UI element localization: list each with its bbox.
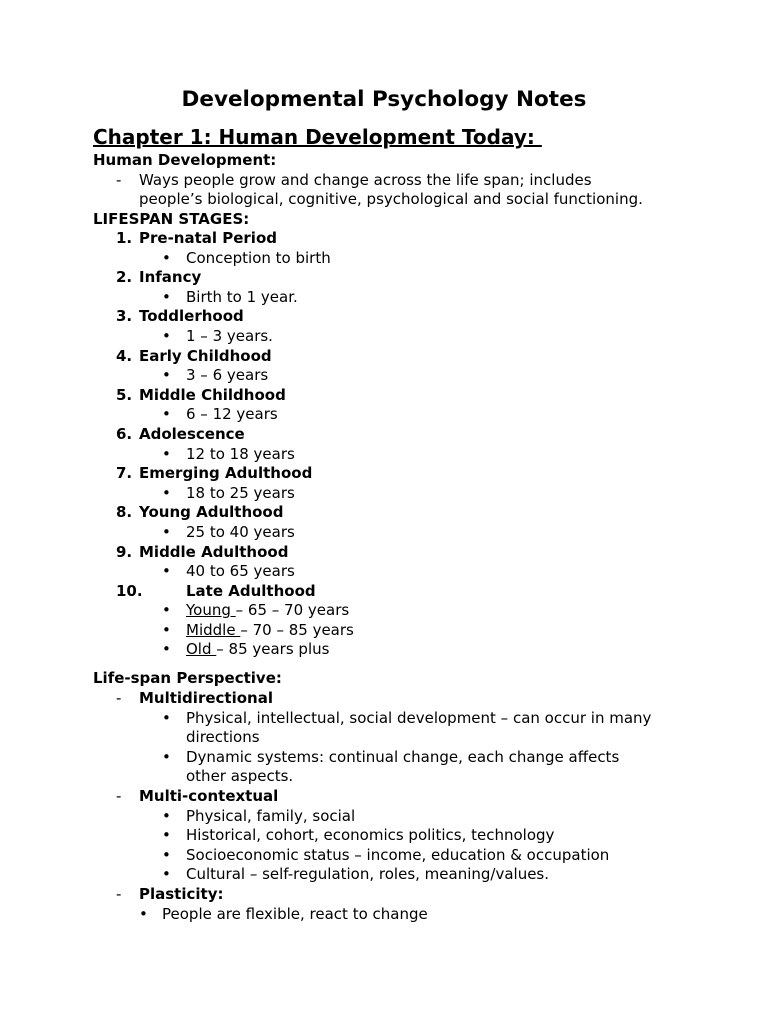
stage-name: Middle Childhood — [139, 385, 286, 404]
bullet-marker: • — [162, 562, 171, 581]
stage-detail: 6 – 12 years — [186, 405, 278, 424]
multicontextual-item: Socioeconomic status – income, education & occupation — [186, 846, 610, 864]
stage-detail: 12 to 18 years — [186, 444, 295, 463]
bullet-marker: • — [162, 807, 171, 825]
sub-label: Middle — [186, 621, 241, 639]
multidirectional-item-2-line-1: Dynamic systems: continual change, each change affects — [186, 748, 620, 766]
stage-detail: Birth to 1 year. — [186, 287, 298, 306]
stage-number: 9. — [116, 542, 133, 561]
stage-number: 5. — [116, 385, 133, 404]
sub-label: Young — [186, 601, 236, 619]
stage-detail: 25 to 40 years — [186, 523, 295, 541]
stage-number: 6. — [116, 425, 133, 443]
stage-name: Infancy — [139, 268, 202, 287]
dash-marker: - — [116, 689, 122, 707]
document-title: Developmental Psychology Notes — [181, 87, 587, 112]
definition-line-2: people’s biological, cognitive, psychological and social functioning. — [139, 190, 643, 208]
dash-marker: - — [116, 171, 122, 189]
stage-detail: Conception to birth — [186, 248, 331, 267]
bullet-marker: • — [162, 865, 171, 883]
lifespan-stages-heading: LIFESPAN STAGES: — [93, 210, 250, 228]
bullet-marker: • — [162, 709, 171, 727]
stage-number: 10. — [116, 582, 143, 600]
bullet-marker: • — [162, 826, 171, 844]
stage-number: 2. — [116, 268, 133, 287]
late-sub-old — [186, 640, 329, 660]
stage-number: 3. — [116, 307, 133, 326]
stage-name: Early Childhood — [139, 346, 272, 365]
bullet-marker: • — [162, 405, 171, 424]
chapter-heading: Chapter 1: Human Development Today: — [93, 125, 542, 149]
bullet-marker: • — [162, 523, 171, 541]
definition-line-1: Ways people grow and change across the life span; includes — [139, 171, 592, 189]
sub-label: Old — [186, 640, 217, 658]
bullet-marker: • — [162, 640, 171, 658]
bullet-marker: • — [162, 444, 171, 463]
stage-detail: 1 – 3 years. — [186, 327, 273, 345]
multidirectional-item-2-line-2: other aspects. — [186, 767, 294, 785]
dash-marker: - — [116, 885, 122, 903]
bullet-marker: • — [162, 248, 171, 267]
multicontextual-item: Historical, cohort, economics politics, technology — [186, 826, 555, 844]
stage-name: Young Adulthood — [139, 503, 284, 522]
stage-number: 4. — [116, 346, 133, 365]
stage-detail: 40 to 65 years — [186, 562, 295, 581]
dash-marker: - — [116, 787, 122, 805]
bullet-marker: • — [162, 748, 171, 766]
late-sub-middle — [186, 621, 354, 641]
sub-range: – 65 – 70 years — [235, 601, 350, 619]
multicontextual-item: Cultural – self-regulation, roles, meaning/values. — [186, 865, 550, 883]
human-development-heading: Human Development: — [93, 151, 277, 169]
bullet-marker: • — [162, 601, 171, 619]
stage-detail: 18 to 25 years — [186, 483, 295, 502]
lifespan-perspective-heading: Life-span Perspective: — [93, 669, 282, 687]
stage-name: Adolescence — [139, 425, 245, 443]
stage-number: 8. — [116, 503, 133, 522]
bullet-marker: • — [162, 483, 171, 502]
multidirectional-item-1-line-2: directions — [186, 728, 260, 746]
stage-name: Pre-natal Period — [139, 229, 277, 247]
multidirectional-item-1-line-1: Physical, intellectual, social development – can occur in many — [186, 709, 652, 727]
late-sub-young — [186, 601, 349, 621]
bullet-marker: • — [162, 846, 171, 864]
stage-name: Middle Adulthood — [139, 542, 289, 561]
bullet-marker: • — [162, 327, 171, 345]
stage-name: Late Adulthood — [186, 582, 316, 600]
stage-detail: 3 – 6 years — [186, 366, 269, 385]
stage-name: Toddlerhood — [139, 307, 244, 326]
bullet-marker: • — [162, 287, 171, 306]
multicontextual-label: Multi-contextual — [139, 787, 279, 805]
sub-range: – 70 – 85 years — [240, 621, 354, 639]
stage-number: 7. — [116, 464, 133, 483]
bullet-marker: • — [139, 905, 148, 923]
plasticity-item: People are flexible, react to change — [162, 905, 428, 923]
stage-name: Emerging Adulthood — [139, 464, 313, 483]
multicontextual-item: Physical, family, social — [186, 807, 356, 825]
stage-number: 1. — [116, 229, 133, 247]
sub-range: – 85 years plus — [216, 640, 330, 658]
bullet-marker: • — [162, 621, 171, 639]
plasticity-label: Plasticity: — [139, 885, 224, 903]
multidirectional-label: Multidirectional — [139, 689, 273, 707]
bullet-marker: • — [162, 366, 171, 385]
